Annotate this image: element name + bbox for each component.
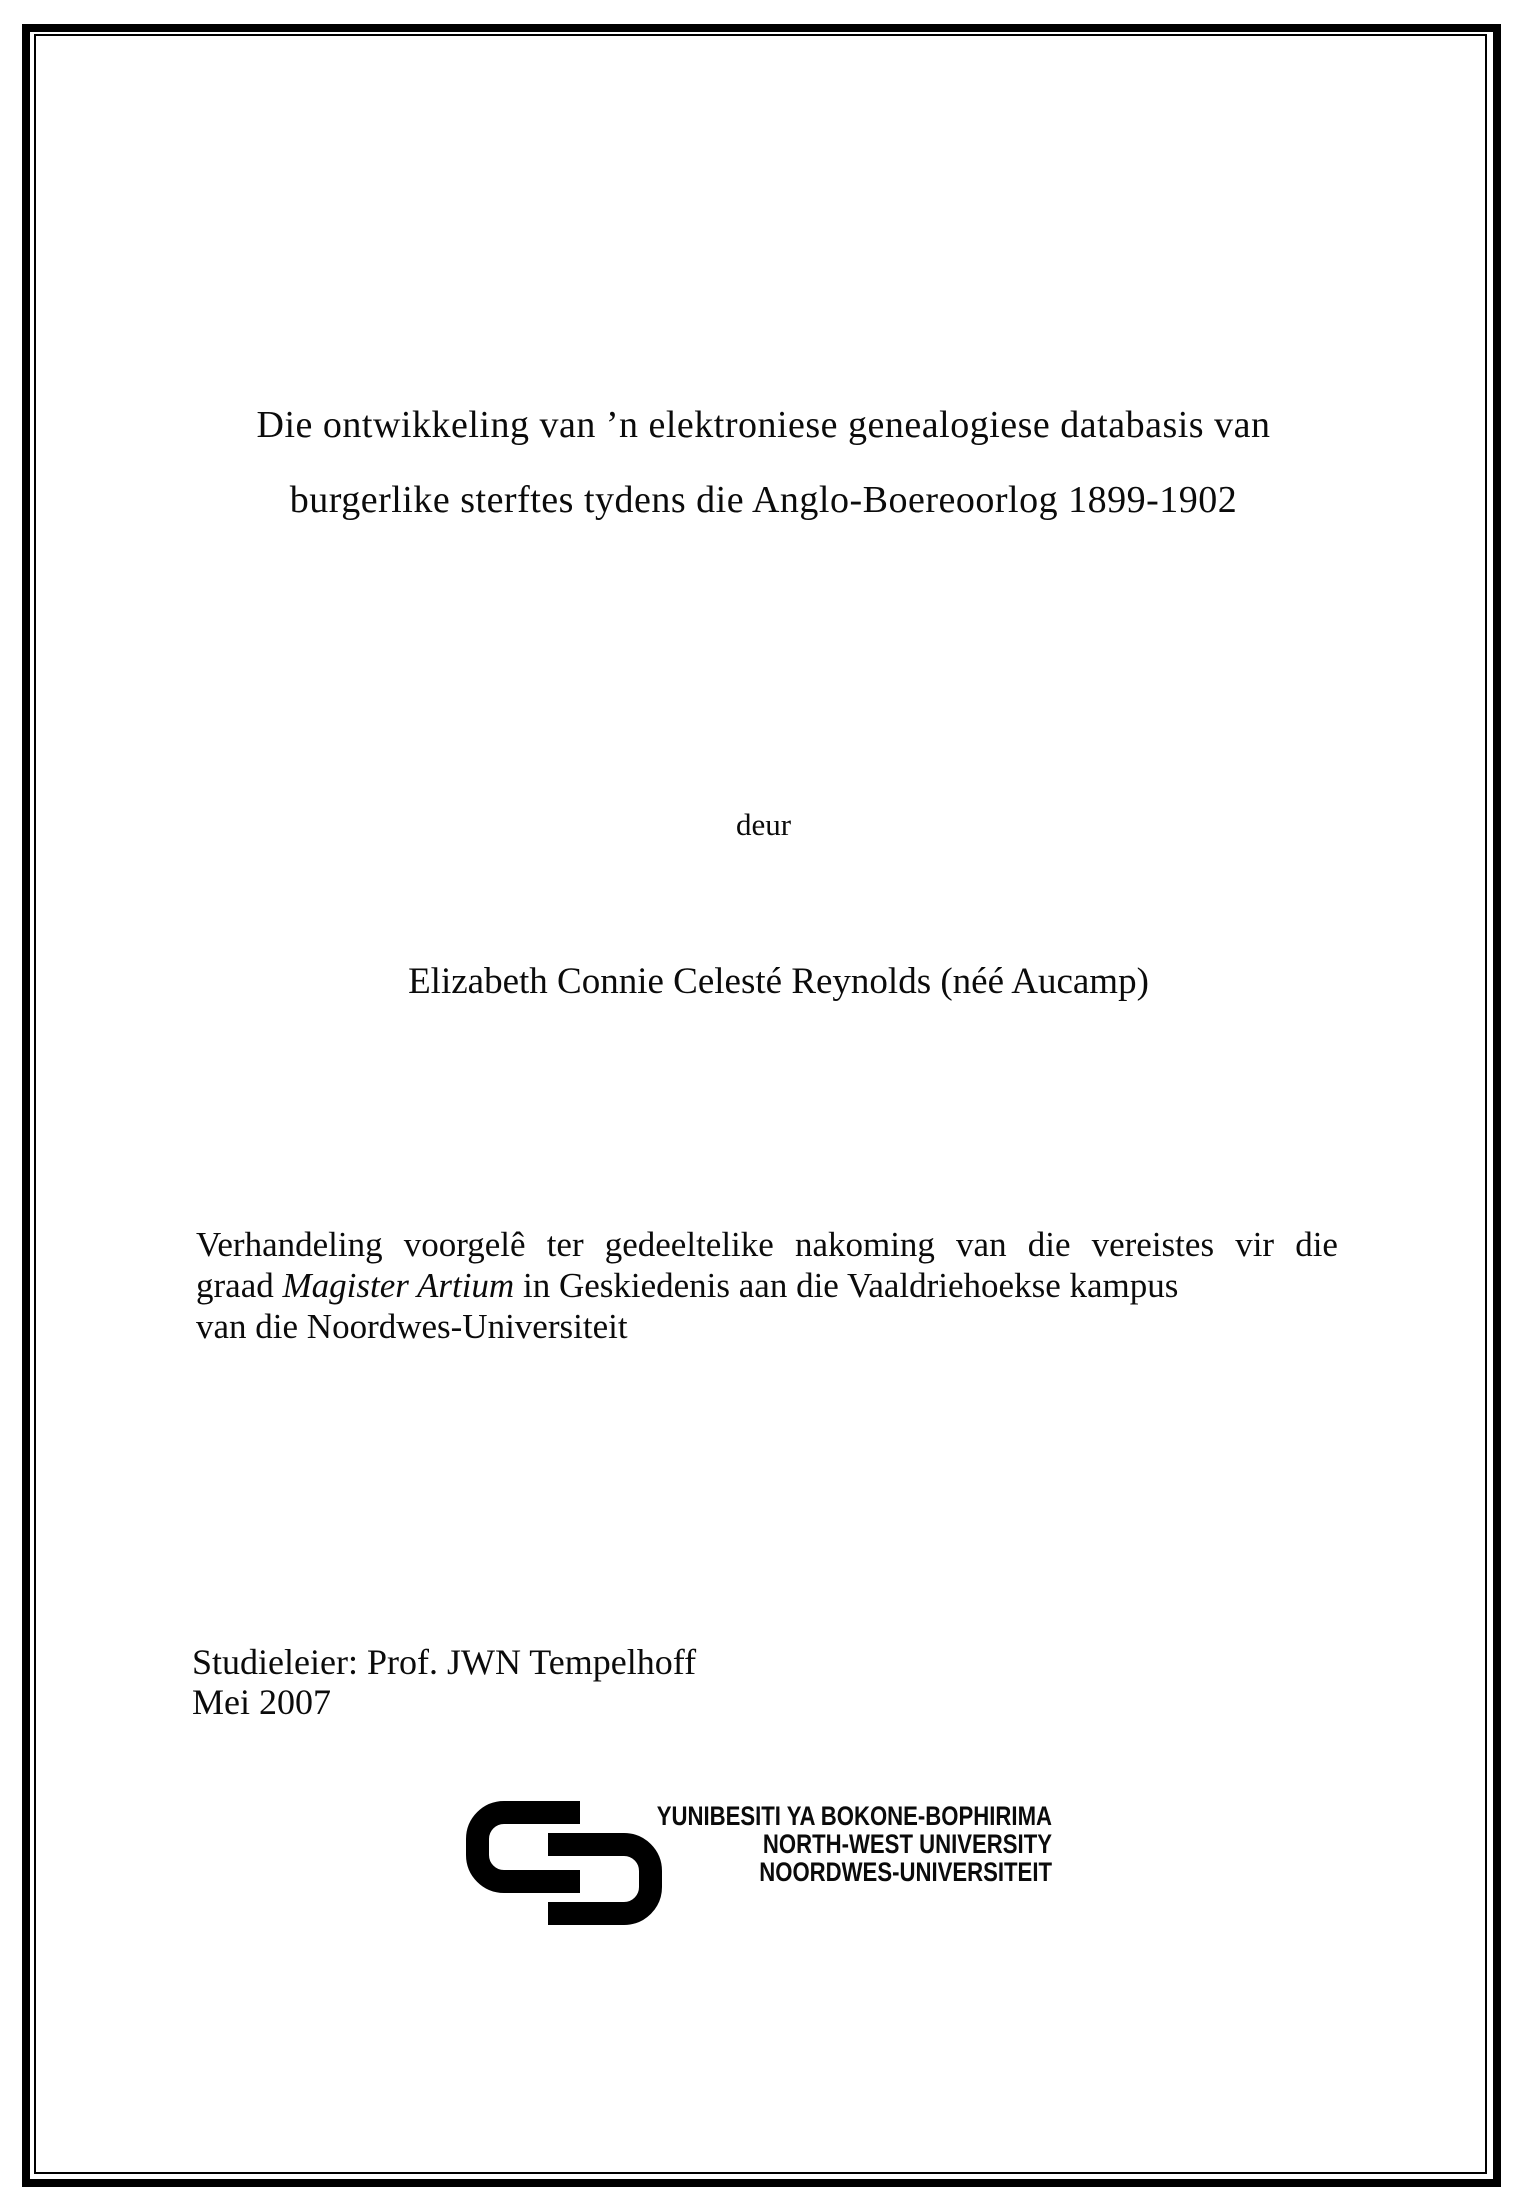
university-name-english: NORTH-WEST UNIVERSITY xyxy=(762,1829,1052,1859)
thesis-title-line-1: Die ontwikkeling van ’n elektroniese genealogiese databasis van xyxy=(256,404,1271,446)
description-line-2 xyxy=(196,1265,1338,1306)
description-word: van xyxy=(956,1225,1007,1264)
university-logo-icon xyxy=(466,1801,662,1925)
description-line-3: van die Noordwes-Universiteit xyxy=(196,1307,628,1346)
description-word: vir xyxy=(1235,1225,1275,1264)
description-word: Verhandeling xyxy=(196,1225,383,1264)
description-word: voorgelê xyxy=(403,1225,526,1264)
description-word: gedeeltelike xyxy=(604,1225,774,1264)
supervisor-block xyxy=(192,1642,696,1722)
description-word: die xyxy=(1295,1225,1338,1264)
thesis-description xyxy=(196,1224,1338,1347)
supervisor-line: Studieleier: Prof. JWN Tempelhoff xyxy=(192,1642,697,1682)
description-line-2-pre: graad xyxy=(196,1266,283,1305)
description-word: die xyxy=(1027,1225,1071,1264)
byline-label: deur xyxy=(735,807,792,842)
description-line-1 xyxy=(196,1224,1338,1265)
description-line-2-post: in Geskiedenis aan die Vaaldriehoekse kampus xyxy=(514,1266,1179,1305)
description-word: nakoming xyxy=(794,1225,935,1264)
university-name-afrikaans: NOORDWES-UNIVERSITEIT xyxy=(759,1857,1052,1887)
date-line: Mei 2007 xyxy=(192,1682,331,1722)
university-logo-text xyxy=(649,1802,1052,1886)
degree-name: Magister Artium xyxy=(282,1266,515,1305)
thesis-title-line-2: burgerlike sterftes tydens die Anglo-Boereoorlog 1899-1902 xyxy=(289,479,1238,521)
description-word: ter xyxy=(546,1225,584,1264)
university-name-setswana: YUNIBESITI YA BOKONE-BOPHIRIMA xyxy=(656,1801,1052,1831)
description-word: vereistes xyxy=(1091,1225,1215,1264)
author-name: Elizabeth Connie Celesté Reynolds (néé Aucamp) xyxy=(408,961,1149,1002)
